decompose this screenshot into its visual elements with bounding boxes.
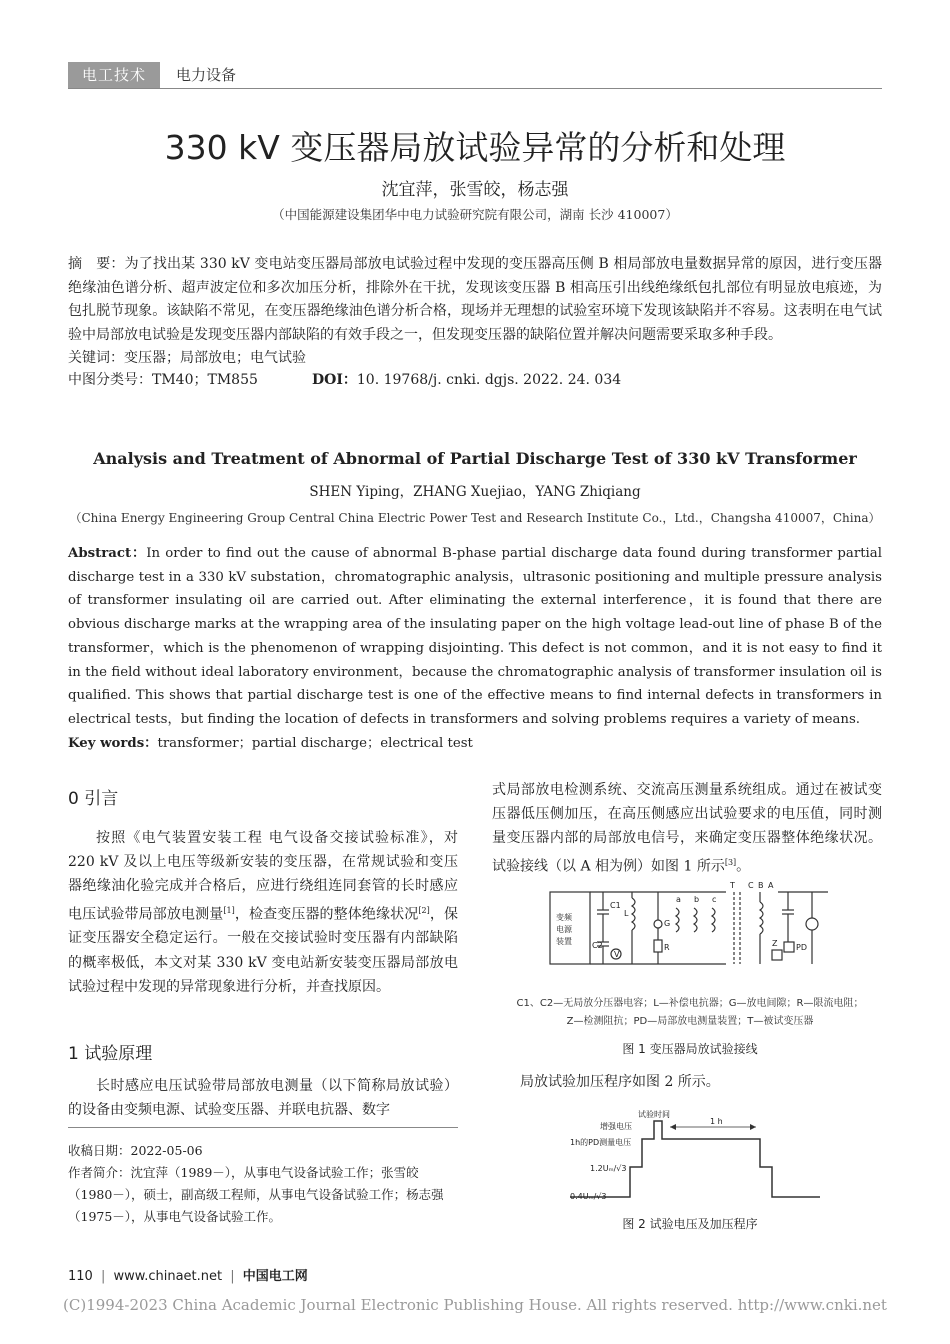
label-G: G [664,919,671,928]
page-title: 330 kV 变压器局放试验异常的分析和处理 [164,128,786,167]
abstract-cn-label: 摘 要： [68,256,125,272]
section-tag: 电工技术 [68,62,160,88]
abstract-cn-text: 为了找出某 330 kV 变电站变压器局部放电试验过程中发现的变压器高压侧 B 相局部放电量数据异常的原因，进行变压器绝缘油色谱分析、超声波定位和多次加压分析，排除外在干扰，发现该变压器 B 相高压引出线绝缘纸包扎部位有明显放电痕迹，为包扎脱节现象。该缺陷不常见，在变压器绝缘油色谱分析合格，现场并无理想的试验室环境下发现该缺陷并不容易。这表明在电气试验中局部放电试验是发现变压器内部缺陷的有效手段之一，但发现变压器的缺陷位置并解决问题需要采取多种手段。 [68,256,883,343]
label-C: C [748,881,754,890]
section-intro-heading: 0 引言 [68,789,119,809]
label-12-um: 1.2Uₘ/√3 [590,1164,627,1173]
ref-2[interactable]: [2] [418,905,430,915]
classification-text: TM40；TM855 [152,372,258,388]
label-PD: PD [796,943,807,952]
figure-1-caption: 图 1 变压器局放试验接线 [622,1042,758,1056]
label-04-um: 0.4Uₘ/√3 [570,1192,607,1201]
right-text-b: 。 [736,858,751,875]
label-b: b [694,895,700,904]
intro-text-c: ，保证变压器安全稳定运行。一般在交接试验时变压器有内部缺陷的概率极低，本文对某 330 kV 变电站新安装变压器局部放电试验过程中发现的异常现象进行分析，并查找原因。 [68,906,459,995]
label-C2: C2 [592,941,603,950]
abstract-en-text: In order to find out the cause of abnormal B-phase partial discharge data found during transformer partial discharge test in a 330 kV substation，chromatographic analysis，ultrasonic positioning and multiple pressure analysis of transformer insulating oil are carried out. After eliminating the external interference，it is found that there are obvious discharge marks at the wrapping area of the insulating paper on the high voltage lead-out line of phase B of the transformer，which is the phenomenon of wrapping disjointing. This defect is not common，and it is not easy to find it in the field without ideal laboratory environment，because the chromatographic analysis of transformer insulation oil is qualified. This shows that partial discharge test is one of the effective means to find internal defects in transformers in electrical tests，but finding the location of defects in transformers and solving problems requires a variety of means. [68,546,882,727]
keywords-cn-text: 变压器；局部放电；电气试验 [124,350,306,366]
figure-2-caption: 图 2 试验电压及加压程序 [622,1217,758,1231]
label-B: B [758,881,764,890]
affiliation-cn: （中国能源建设集团华中电力试验研究院有限公司，湖南 长沙 410007） [272,207,678,222]
page-number: 110 [68,1269,93,1284]
keywords-en-label: Key words： [68,735,158,751]
principle-paragraph: 长时感应电压试验带局部放电测量（以下简称局放试验）的设备由变频电源、试验变压器、并联电抗器、数字 [68,1078,458,1119]
duration-arrow-right [750,1124,756,1130]
classification-doi-row [68,369,882,391]
figure-1-note-1: C1、C2—无局放分压器电容；L—补偿电抗器；G—放电间隙；R—限流电阻； [516,998,864,1009]
keywords-cn [68,347,882,369]
source-label-1: 变频 [556,913,572,922]
abstract-en-label: Abstract： [68,546,147,561]
label-a: a [676,895,681,904]
affiliation-en: （China Energy Engineering Group Central China Electric Power Test and Research Institute Co.，Ltd.，Changsha 410007，China） [69,511,881,525]
authors-cn: 沈宜萍，张雪皎，杨志强 [381,180,569,200]
figure-1-note-2: Z—检测阻抗；PD—局部放电测量装置；T—被试变压器 [566,1016,814,1027]
category-label: 电力设备 [176,66,237,84]
header-divider [68,88,882,89]
label-test-time: 试验时间 [638,1110,670,1119]
keywords-en [68,732,882,756]
label-A: A [768,881,774,890]
right-text-a: 式局部放电检测系统、交流高压测量系统组成。通过在被试变压器低压侧加压，在高压侧感应出试验要求的电压值，同时测量变压器内部的局部放电信号，来确定变压器整体绝缘状况。试验接线（以 A 相为例）如图 1 所示 [492,782,882,875]
voltage-profile [570,1121,820,1197]
intro-text-a: 按照《电气装置安装工程 电气设备交接试验标准》，对 220 kV 及以上电压等级新安装的变压器，在常规试验和变压器绝缘油化验完成并合格后，应进行绕组连同套管的长时感应电压试验带局部放电测量 [68,830,458,923]
authors-en: SHEN Yiping，ZHANG Xuejiao，YANG Zhiqiang [309,484,641,500]
ref-1[interactable]: [1] [223,905,235,915]
received-date: 收稿日期：2022-05-06 [68,1143,203,1158]
label-boost: 增强电压 [600,1122,632,1131]
right-paragraph-2: 局放试验加压程序如图 2 所示。 [520,1074,720,1090]
label-C1: C1 [610,901,621,910]
source-label-2: 电源 [556,925,572,934]
doi-text[interactable]: 10. 19768/j. cnki. dgjs. 2022. 24. 034 [356,372,622,388]
label-L: L [624,909,629,918]
intro-paragraph [68,826,458,999]
abstract-cn [68,253,882,347]
intro-text-b: ，检查变压器的整体绝缘状况 [234,906,419,923]
doi-label: DOI： [312,372,357,388]
footnote-divider [68,1127,458,1128]
author-bio: 作者简介：沈宜萍（1989－），从事电气设备试验工作；张雪皎（1980－），硕士，副高级工程师，从事电气设备试验工作；杨志强（1975－），从事电气设备试验工作。 [68,1165,444,1224]
footer-site[interactable]: www.chinaet.net [113,1269,223,1284]
right-paragraph [492,778,882,878]
label-c: c [712,895,717,904]
classification-label: 中图分类号： [68,372,152,388]
label-R: R [664,943,670,952]
label-V: V [614,950,620,959]
label-Z: Z [772,939,778,948]
abstract-en [68,542,882,732]
source-label-3: 装置 [556,937,572,946]
title-en: Analysis and Treatment of Abnormal of Partial Discharge Test of 330 kV Transformer [93,449,857,468]
abstract-en-block [68,542,882,755]
label-1h: 1 h [710,1117,723,1126]
abstract-cn-block [68,253,882,391]
footnotes [68,1140,458,1228]
ref-3[interactable]: [3] [724,857,737,867]
figure-1-diagram [548,880,828,980]
label-T: T [730,881,735,890]
keywords-cn-label: 关键词： [68,350,124,366]
section-principle-heading: 1 试验原理 [68,1044,153,1064]
duration-arrow-left [670,1124,676,1130]
figure-2-diagram [560,1105,830,1205]
copyright-watermark: (C)1994-2023 China Academic Journal Electronic Publishing House. All rights reserved. http://www.cnki.net [63,1296,887,1314]
label-pd-voltage: 1h的PD测量电压 [570,1138,632,1147]
page-footer: 110 | www.chinaet.net | 中国电工网 [68,1269,308,1284]
keywords-en-text: transformer；partial discharge；electrical test [157,735,473,751]
footer-name: 中国电工网 [242,1269,308,1284]
